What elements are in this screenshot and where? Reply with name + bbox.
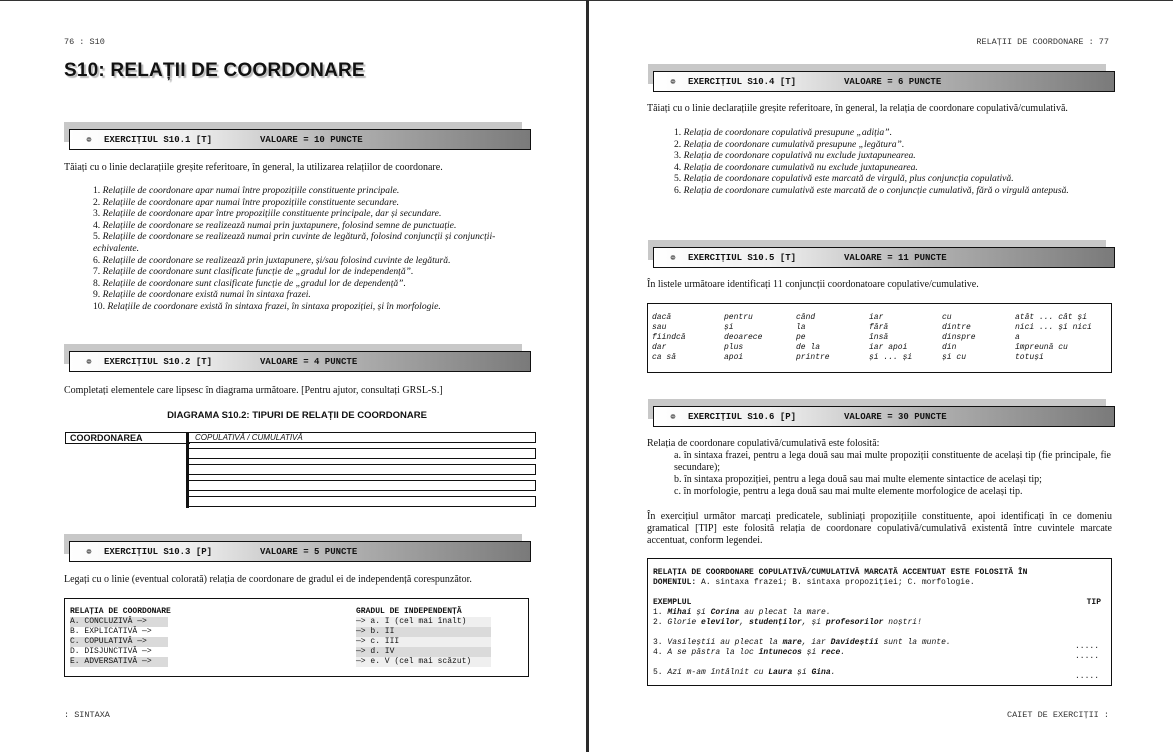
statement-text: Relația de coordonare cumulativă presupune „legătura”. bbox=[683, 138, 905, 150]
conjunction-word[interactable]: la bbox=[796, 323, 806, 332]
ex4-instruction: Tăiați cu o linie declarațiile greșite referitoare, în general, la relația de coordonare copulativă/cumulativă. bbox=[647, 103, 1068, 114]
conjunction-word[interactable]: dintre bbox=[942, 323, 971, 332]
conjunction-word[interactable]: atât ... cât și bbox=[1015, 313, 1088, 322]
statement-text: Relația de coordonare copulativă presupune „adiția”. bbox=[683, 127, 892, 138]
highlighted-word: Laura bbox=[768, 668, 793, 677]
page-spine-divider bbox=[586, 0, 589, 752]
degree-label: —> e. V (cel mai scăzut) bbox=[356, 657, 491, 667]
degree-item[interactable] bbox=[356, 647, 491, 657]
relation-item[interactable] bbox=[70, 657, 168, 667]
brain-icon: ❁ bbox=[86, 134, 92, 145]
example-text: Glorie bbox=[667, 618, 702, 627]
conjunction-word[interactable]: fiindcă bbox=[652, 333, 686, 342]
left-page-header: 76 : S10 bbox=[64, 37, 105, 47]
highlighted-word: Mihai bbox=[667, 608, 692, 617]
relation-label: B. EXPLICATIVĂ —> bbox=[70, 627, 152, 636]
usage-item: b. în sintaxa propoziției, pentru a lega două sau mai multe elemente sintactice de același tip; bbox=[674, 474, 1042, 485]
conjunction-word[interactable]: sau bbox=[652, 323, 667, 332]
relation-list bbox=[70, 617, 168, 667]
conjunction-word[interactable]: și ... și bbox=[869, 353, 913, 362]
example-text: Azi m-am întâlnit cu bbox=[667, 668, 769, 677]
header-bar bbox=[69, 351, 531, 372]
legend-options: A. sintaxa frazei; B. sintaxa propoziției; C. morfologie. bbox=[696, 578, 975, 587]
example-text: , bbox=[739, 618, 750, 627]
statement-item[interactable] bbox=[674, 139, 1084, 151]
exercise-label: EXERCIȚIUL S10.1 [T] bbox=[104, 134, 213, 145]
example-number: 2. bbox=[653, 618, 668, 627]
degree-item[interactable] bbox=[356, 657, 491, 667]
example-number: 3. bbox=[653, 638, 668, 647]
conjunction-word[interactable]: ca să bbox=[652, 353, 677, 362]
ex4-statement-list bbox=[674, 127, 1084, 197]
statement-item[interactable] bbox=[93, 255, 513, 267]
exercise-label: EXERCIȚIUL S10.5 [T] bbox=[688, 252, 797, 263]
example-text: și bbox=[801, 648, 822, 657]
example-number: 5. bbox=[653, 668, 668, 677]
relation-label: C. COPULATIVĂ —> bbox=[70, 637, 168, 647]
relation-label: E. ADVERSATIVĂ —> bbox=[70, 657, 168, 667]
statement-text: Relațiile de coordonare se realizează prin juxtapunere, și/sau folosind cuvinte de legătură. bbox=[102, 254, 451, 266]
statement-text: Relațiile de coordonare există numai în sintaxa frazei. bbox=[102, 289, 311, 301]
degree-label: —> a. I (cel mai înalt) bbox=[356, 617, 491, 627]
legend-title: RELAȚIA DE COORDONARE COPULATIVĂ/CUMULATIVĂ MARCATĂ ACCENTUAT ESTE FOLOSITĂ ÎN DOMENIUL: bbox=[653, 568, 1028, 587]
exercise-value: VALOARE = 5 PUNCTE bbox=[260, 546, 358, 557]
exercise-header-s10-4 bbox=[648, 64, 1114, 93]
highlighted-word: Corina bbox=[710, 608, 740, 617]
type-answer-field[interactable]: ..... bbox=[1074, 652, 1099, 661]
statement-item[interactable] bbox=[93, 197, 513, 209]
statement-item[interactable] bbox=[674, 150, 1084, 162]
conjunction-grid bbox=[652, 313, 1115, 363]
conjunction-word[interactable]: apoi bbox=[724, 353, 744, 362]
conjunction-word[interactable]: din bbox=[942, 343, 957, 352]
highlighted-word: rece bbox=[821, 648, 841, 657]
conjunction-word[interactable]: dar bbox=[652, 343, 667, 352]
exercise-label: EXERCIȚIUL S10.4 [T] bbox=[688, 76, 797, 87]
statement-item[interactable] bbox=[674, 173, 1084, 185]
statement-text: Relațiile de coordonare sunt clasificate funcție de „gradul lor de dependență”. bbox=[102, 277, 406, 289]
header-bar bbox=[653, 71, 1115, 92]
exercise-header-s10-6 bbox=[648, 399, 1114, 428]
highlighted-word: profesorilor bbox=[825, 618, 884, 627]
diagram-root-label: COORDONAREA bbox=[65, 432, 190, 444]
statement-text: Relațiile de coordonare apar numai între propozițiile constituente secundare. bbox=[102, 196, 399, 208]
degree-label: —> d. IV bbox=[356, 647, 491, 657]
statement-number: 3. bbox=[93, 208, 103, 220]
example-text: A se păstra la loc bbox=[667, 648, 759, 657]
brain-icon: ❁ bbox=[670, 252, 676, 263]
conjunction-word[interactable]: și bbox=[724, 323, 734, 332]
diagram-branch-3[interactable] bbox=[188, 464, 536, 475]
statement-text: Relația de coordonare copulativă nu exclude juxtapunearea. bbox=[683, 150, 916, 162]
diagram-branch-5[interactable] bbox=[188, 496, 536, 507]
ex2-instruction: Completați elementele care lipsesc în diagrama următoare. [Pentru ajutor, consultați GRSL-S.] bbox=[64, 385, 443, 396]
diagram-branch-2[interactable] bbox=[188, 448, 536, 459]
statement-number: 9. bbox=[93, 289, 103, 301]
relation-label: D. DISJUNCTIVĂ —> bbox=[70, 647, 152, 656]
conjunction-word[interactable]: dacă bbox=[652, 313, 672, 322]
statement-item[interactable] bbox=[93, 301, 513, 313]
example-text: , iar bbox=[801, 638, 831, 647]
degree-label: —> c. III bbox=[356, 637, 491, 647]
exercise-header-s10-3 bbox=[64, 534, 530, 563]
type-answer-field[interactable]: ..... bbox=[1074, 642, 1099, 651]
statement-number: 2. bbox=[674, 138, 684, 150]
left-column-header: RELAȚIA DE COORDONARE bbox=[70, 607, 171, 616]
relation-item[interactable] bbox=[70, 627, 168, 637]
highlighted-word: întunecos bbox=[758, 648, 802, 657]
brain-icon: ❁ bbox=[86, 356, 92, 367]
header-bar bbox=[69, 129, 531, 150]
exercise-header-s10-2 bbox=[64, 344, 530, 373]
exercise-value: VALOARE = 4 PUNCTE bbox=[260, 356, 358, 367]
diagram-branch-4[interactable] bbox=[188, 480, 536, 491]
highlighted-word: elevilor bbox=[701, 618, 740, 627]
header-bar bbox=[653, 247, 1115, 268]
statement-number: 4. bbox=[93, 219, 103, 231]
example-text: au plecat la mare. bbox=[739, 608, 831, 617]
statement-item[interactable] bbox=[93, 208, 513, 220]
usage-item: c. în morfologie, pentru a lega două sau mai multe elemente morfologice de același tip. bbox=[674, 486, 1023, 497]
relation-item[interactable] bbox=[70, 617, 168, 627]
conjunction-word[interactable]: de la bbox=[796, 343, 821, 352]
conjunction-word[interactable]: când bbox=[796, 313, 816, 322]
statement-text: Relațiile de coordonare se realizează numai prin juxtapunere, folosind semne de punctuație. bbox=[102, 219, 457, 231]
statement-text: Relațiile de coordonare sunt clasificate funcție de „gradul lor de independență”. bbox=[102, 266, 414, 278]
example-row bbox=[653, 668, 835, 678]
statement-item[interactable] bbox=[93, 289, 513, 301]
conjunction-word[interactable]: fără bbox=[869, 323, 889, 332]
statement-item[interactable] bbox=[93, 220, 513, 232]
highlighted-word: Davideștii bbox=[830, 638, 879, 647]
statement-item[interactable] bbox=[93, 278, 513, 290]
conjunction-word[interactable]: împreună cu bbox=[1015, 343, 1068, 352]
header-bar bbox=[69, 541, 531, 562]
example-number: 1. bbox=[653, 608, 668, 617]
statement-number: 10. bbox=[93, 300, 108, 312]
conjunction-word[interactable]: printre bbox=[796, 353, 830, 362]
examples-box bbox=[647, 558, 1112, 686]
brain-icon: ❁ bbox=[670, 76, 676, 87]
statement-item[interactable] bbox=[93, 231, 513, 254]
statement-text: Relația de coordonare cumulativă nu exclude juxtapunearea. bbox=[683, 161, 918, 173]
example-text: și bbox=[691, 608, 711, 617]
degree-item[interactable] bbox=[356, 637, 491, 647]
ex5-instruction: În listele următoare identificați 11 conjuncții coordonatoare copulative/cumulative. bbox=[647, 279, 979, 290]
conjunction-word[interactable]: deoarece bbox=[724, 333, 763, 342]
statement-text: Relațiile de coordonare apar între propozițiile constituente principale, dar și secundare. bbox=[102, 208, 442, 220]
statement-item[interactable] bbox=[674, 127, 1084, 139]
highlighted-word: mare bbox=[782, 638, 802, 647]
right-page-header: RELAȚII DE COORDONARE : 77 bbox=[976, 37, 1109, 47]
conjunction-word[interactable]: dinspre bbox=[942, 333, 976, 342]
left-page-footer: : SINTAXA bbox=[64, 710, 110, 720]
statement-item[interactable] bbox=[93, 266, 513, 278]
conjunction-word[interactable]: și cu bbox=[942, 353, 967, 362]
example-text: și bbox=[792, 668, 812, 677]
example-number: 4. bbox=[653, 648, 668, 657]
statement-number: 7. bbox=[93, 266, 103, 278]
example-row bbox=[653, 638, 951, 648]
statement-number: 2. bbox=[93, 196, 103, 208]
statement-number: 1. bbox=[93, 185, 103, 196]
statement-number: 1. bbox=[674, 127, 684, 138]
statement-item[interactable] bbox=[674, 162, 1084, 174]
exercise-label: EXERCIȚIUL S10.6 [P] bbox=[688, 411, 797, 422]
example-row bbox=[653, 608, 831, 618]
statement-text: Relația de coordonare cumulativă este marcată de o conjuncție cumulativă, fără o virgulă antepusă. bbox=[683, 184, 1069, 196]
exercise-value: VALOARE = 11 PUNCTE bbox=[844, 252, 947, 263]
conjunction-word[interactable]: pe bbox=[796, 333, 806, 342]
degree-item[interactable] bbox=[356, 627, 491, 637]
conjunction-word[interactable]: plus bbox=[724, 343, 744, 352]
ex3-instruction: Legați cu o linie (eventual colorată) relația de coordonare de gradul ei de independență corespunzător. bbox=[64, 574, 472, 585]
type-answer-field[interactable]: ..... bbox=[1074, 672, 1099, 681]
relation-label: A. CONCLUZIVĂ —> bbox=[70, 617, 168, 627]
statement-number: 5. bbox=[674, 173, 684, 185]
conjunction-word[interactable]: iar bbox=[869, 313, 884, 322]
matching-box bbox=[64, 598, 529, 677]
conjunction-word[interactable]: pentru bbox=[724, 313, 753, 322]
relation-item[interactable] bbox=[70, 647, 168, 657]
example-column-header: EXEMPLUL bbox=[653, 598, 692, 607]
example-text: , și bbox=[801, 618, 826, 627]
degree-item[interactable] bbox=[356, 617, 491, 627]
right-page-footer: CAIET DE EXERCIȚII : bbox=[1006, 710, 1109, 720]
statement-number: 3. bbox=[674, 150, 684, 162]
statement-number: 4. bbox=[674, 161, 684, 173]
diagram-branch-1[interactable]: COPULATIVĂ / CUMULATIVĂ bbox=[188, 432, 536, 443]
right-column-header: GRADUL DE INDEPENDENȚĂ bbox=[356, 607, 462, 616]
conjunction-word[interactable]: însă bbox=[869, 333, 889, 342]
ex6-uses-list bbox=[674, 450, 1111, 498]
exercise-label: EXERCIȚIUL S10.2 [T] bbox=[104, 356, 213, 367]
conjunction-word[interactable]: cu bbox=[942, 313, 952, 322]
conjunction-word[interactable]: iar apoi bbox=[869, 343, 908, 352]
exercise-value: VALOARE = 6 PUNCTE bbox=[844, 76, 942, 87]
example-text: . bbox=[840, 648, 846, 657]
example-text: . bbox=[830, 668, 836, 677]
highlighted-word: Gina bbox=[811, 668, 831, 677]
statement-item[interactable] bbox=[93, 185, 513, 197]
ex1-instruction: Tăiați cu o linie declarațiile greșite referitoare, în general, la utilizarea relațiilor de coordonare. bbox=[64, 162, 443, 173]
example-text: noștri! bbox=[883, 618, 922, 627]
relation-item[interactable] bbox=[70, 637, 168, 647]
conjunction-word[interactable]: totuși bbox=[1015, 353, 1044, 362]
example-row bbox=[653, 618, 922, 628]
highlighted-word: studenților bbox=[749, 618, 802, 627]
brain-icon: ❁ bbox=[86, 546, 92, 557]
ex6-instruction: În exercițiul următor marcați predicatele, subliniați propozițiile constituente, apoi identificați în ce domeniu gramatical [TIP] este folosită relația de coordonare copulativă/cumulativă existentă între cuvintele marcate accentuat, conform legendei. bbox=[647, 511, 1112, 546]
ex6-intro: Relația de coordonare copulativă/cumulativă este folosită: bbox=[647, 438, 880, 449]
statement-text: Relațiile de coordonare există în sintaxa frazei, în sintaxa propoziției, și în morfologie. bbox=[107, 300, 441, 312]
example-text: Vasileștii au plecat la bbox=[667, 638, 783, 647]
statement-number: 6. bbox=[93, 254, 103, 266]
degree-label: —> b. II bbox=[356, 627, 491, 637]
header-bar bbox=[653, 406, 1115, 427]
statement-number: 5. bbox=[93, 231, 103, 243]
exercise-label: EXERCIȚIUL S10.3 [P] bbox=[104, 546, 213, 557]
page-title: S10: RELAȚII DE COORDONARE bbox=[64, 60, 365, 81]
ex1-statement-list bbox=[93, 185, 513, 313]
usage-item: a. în sintaxa frazei, pentru a lega două sau mai multe propoziții constituente de același tip (fie principale, fie secundare); bbox=[674, 450, 1111, 473]
independence-degree-list bbox=[356, 617, 491, 667]
statement-item[interactable] bbox=[674, 185, 1084, 197]
exercise-header-s10-5 bbox=[648, 240, 1114, 269]
brain-icon: ❁ bbox=[670, 411, 676, 422]
diagram-title: DIAGRAMA S10.2: TIPURI DE RELAȚII DE COORDONARE bbox=[167, 410, 427, 421]
conjunction-word[interactable]: a bbox=[1015, 333, 1020, 342]
statement-number: 8. bbox=[93, 277, 103, 289]
example-row bbox=[653, 648, 845, 658]
exercise-header-s10-1 bbox=[64, 122, 530, 151]
statement-text: Relația de coordonare copulativă este marcată de virgulă, plus conjuncția copulativă. bbox=[683, 173, 1014, 185]
statement-number: 6. bbox=[674, 184, 684, 196]
example-text: sunt la munte. bbox=[878, 638, 951, 647]
legend bbox=[653, 568, 1073, 588]
exercise-value: VALOARE = 10 PUNCTE bbox=[260, 134, 363, 145]
conjunction-word[interactable]: nici ... și nici bbox=[1015, 323, 1092, 332]
type-column-header: TIP bbox=[1086, 598, 1101, 607]
exercise-value: VALOARE = 30 PUNCTE bbox=[844, 411, 947, 422]
statement-text: Relațiile de coordonare apar numai între propozițiile constituente principale. bbox=[102, 185, 400, 196]
statement-text: Relațiile de coordonare se realizează numai prin cuvinte de legătură, folosind conjuncții și conjuncții-echivalente. bbox=[93, 231, 496, 254]
